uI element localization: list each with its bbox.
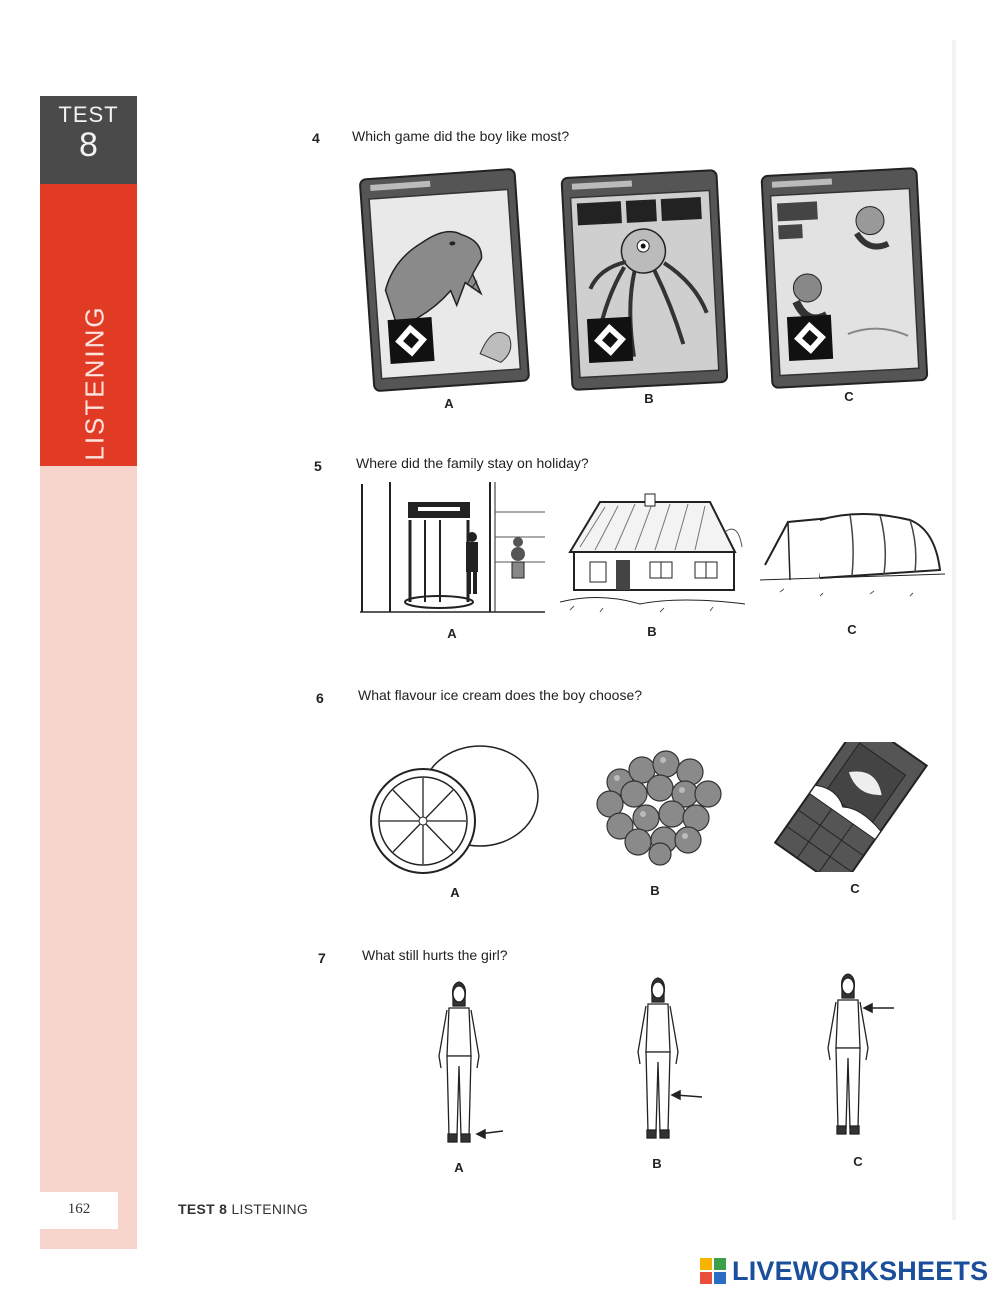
page-footer — [178, 1201, 308, 1217]
question-4-option-c[interactable]: C — [844, 389, 854, 404]
question-6-text: What flavour ice cream does the boy choose? — [358, 687, 643, 703]
question-7-text: What still hurts the girl? — [362, 947, 508, 963]
question-4-text: Which game did the boy like most? — [352, 128, 570, 144]
sidebar-test-label: TEST — [58, 102, 119, 127]
question-7-option-b[interactable]: B — [652, 1156, 662, 1171]
liveworksheets-grid-icon — [700, 1258, 726, 1284]
footer-section: LISTENING — [227, 1201, 309, 1217]
question-5-option-b[interactable]: B — [647, 624, 657, 639]
sidebar-test-number: 8 — [79, 126, 98, 164]
question-4-option-a[interactable]: A — [444, 396, 454, 411]
tent-image[interactable] — [760, 510, 945, 605]
question-6-option-b[interactable]: B — [650, 883, 660, 898]
question-7-option-a[interactable]: A — [454, 1160, 464, 1175]
sidebar-section-label: LISTENING — [79, 305, 110, 461]
game-card-monster-image[interactable] — [555, 166, 735, 396]
liveworksheets-logo — [700, 1256, 988, 1286]
page-edge-shadow — [952, 40, 956, 1220]
lemon-image[interactable] — [368, 736, 548, 876]
question-6-number: 6 — [316, 690, 324, 706]
cottage-image[interactable] — [560, 492, 745, 617]
footer-test: TEST 8 — [178, 1201, 228, 1217]
chocolate-bar-image[interactable] — [770, 742, 945, 872]
game-card-astronauts-image[interactable] — [755, 164, 935, 394]
girl-knee-arrow-image[interactable] — [614, 972, 704, 1152]
sidebar-lower-block — [40, 466, 137, 1249]
hotel-image[interactable] — [360, 482, 545, 617]
question-4-option-b[interactable]: B — [644, 391, 654, 406]
question-5-number: 5 — [314, 458, 322, 474]
brand-name: LIVEWORKSHEETS — [732, 1255, 989, 1286]
raspberry-image[interactable] — [590, 742, 730, 867]
game-card-dinosaur-image[interactable] — [355, 166, 535, 396]
question-5-text: Where did the family stay on holiday? — [356, 455, 589, 471]
question-5-option-c[interactable]: C — [847, 622, 857, 637]
page-number: 162 — [67, 1201, 91, 1217]
girl-feet-arrow-image[interactable] — [415, 976, 505, 1156]
question-6-option-a[interactable]: A — [450, 885, 460, 900]
question-5-option-a[interactable]: A — [447, 626, 457, 641]
question-4-number: 4 — [312, 130, 320, 146]
question-6-option-c[interactable]: C — [850, 881, 860, 896]
question-7-number: 7 — [318, 950, 326, 966]
question-7-option-c[interactable]: C — [853, 1154, 863, 1169]
girl-shoulder-arrow-image[interactable] — [812, 968, 902, 1148]
